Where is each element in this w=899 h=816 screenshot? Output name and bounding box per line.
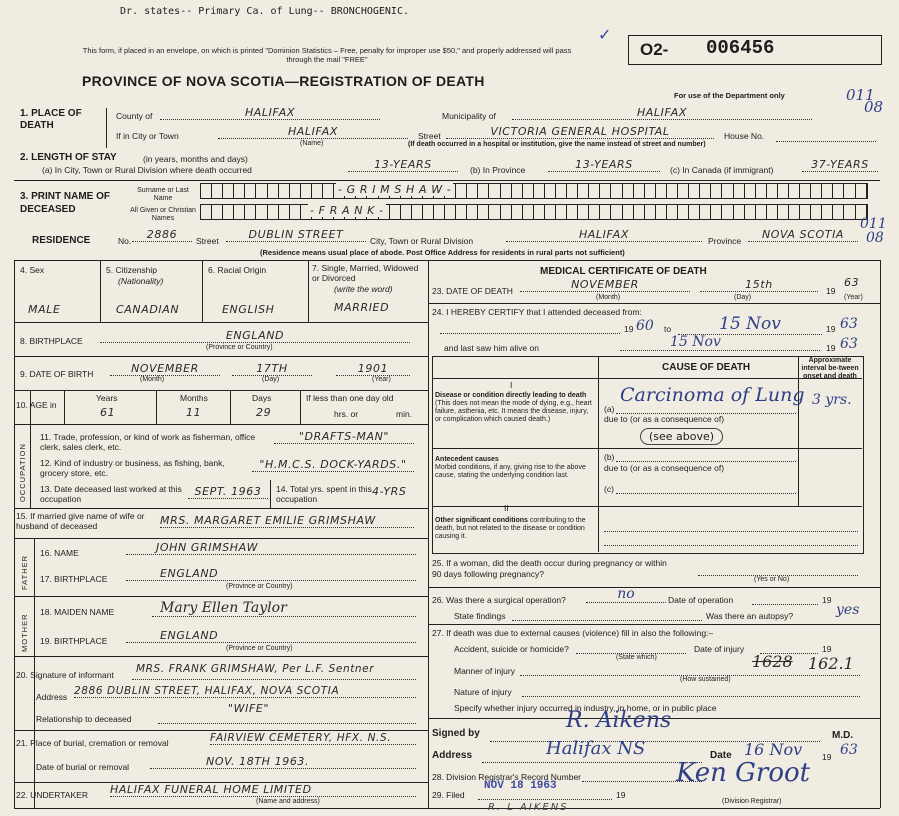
spouse-value: MRS. MARGARET EMILIE GRIMSHAW [160,514,414,528]
city-caption: (Name) [300,140,324,147]
age-hrs-label: hrs. or [334,409,359,419]
age-label: 10. AGE in [16,400,57,410]
cause-a-value: Carcinoma of Lung [620,384,805,406]
residence-code-1: 011 [860,216,887,232]
stay-c-label: (c) In Canada (if immigrant) [670,165,774,175]
county-label: County of [116,111,153,121]
spouse-label: 15. If married give name of wife or husband of deceased [16,511,145,531]
other-conditions-block [435,517,595,541]
father-birthplace-value: ENGLAND [126,567,416,581]
direct-cause-label: Disease or condition directly leading to death [435,392,587,399]
filed-stamp: NOV 18 1963 [484,780,557,792]
length-of-stay-label: 2. LENGTH OF STAY [20,152,117,163]
trade-label: 11. Trade, profession, or kind of work as fisherman, office clerk, sales clerk, etc. [40,432,256,452]
dob-day-caption: (Day) [262,376,280,383]
dept-use-label: For use of the Department only [674,91,785,100]
filed-19: 19 [616,790,626,800]
lastsaw-value: 15 Nov [620,334,820,351]
age-days-value: 29 [256,406,272,419]
surname-label: Surname or Last Name [137,187,189,202]
given-name-boxes [200,204,868,220]
municipality-label: Municipality of [442,111,496,121]
undertaker-caption: (Name and address) [256,798,320,805]
lastworked-label: 13. Date deceased last worked at this occupation [40,484,182,504]
residence-street-value: DUBLIN STREET [226,228,366,242]
certify-label: 24. I HEREBY CERTIFY that I attended deceased from: [432,307,642,317]
surname-value: - G R I M S H A W - [338,183,452,196]
dod-month-caption: (Month) [596,294,621,301]
dob-label: 9. DATE OF BIRTH [20,369,94,379]
dod-day-caption: (Day) [734,294,752,301]
informant-sig-value: MRS. FRANK GRIMSHAW, Per L.F. Sentner [136,663,375,675]
doctor-note: Dr. states-- Primary Ca. of Lung-- BRONCHOGENIC. [120,6,409,17]
to-date: 15 Nov [678,314,822,335]
municipality-value: HALIFAX [512,106,812,120]
residence-province-value: NOVA SCOTIA [748,228,858,242]
which-caption: (State which) [616,654,657,661]
street-value: VICTORIA GENERAL HOSPITAL [446,125,714,139]
dod-year-caption: (Year) [844,294,863,301]
mother-maiden-value: Mary Ellen Taylor [152,600,416,617]
lastsaw-label: and last saw him alive on [444,343,539,353]
direct-cause-note: (This does not mean the mode of dying, e.g., heart failure, asthenia, etc. It means the disease, injury, or complication which caused death.) [435,400,592,423]
burial-place-label: 21. Place of burial, cremation or removal [16,738,169,748]
from-19: 19 [624,324,634,334]
stay-a-label: (a) In City, Town or Rural Division where death occurred [42,165,252,175]
marital-value: MARRIED [334,301,390,314]
given-name-value: - F R A N K - [310,204,384,217]
lastsaw-19: 19 [826,343,836,353]
findings-label: State findings [454,611,506,621]
accident-label: Accident, suicide or homicide? [454,644,569,654]
marital-sub: (write the word) [334,284,393,294]
dod-day: 15th [700,278,818,292]
cause-b-label: (b) [604,452,615,462]
residence-label: RESIDENCE [32,235,91,246]
informant-address-label: Address [36,692,68,702]
medical-title: MEDICAL CERTIFICATE OF DEATH [540,266,707,277]
industry-label: 12. Kind of industry or business, as fishing, bank, grocery store, etc. [40,458,225,478]
antecedent-note: Morbid conditions, if any, giving rise to the above cause, stating the underlying condition last. [435,464,586,479]
q25-label: 25. If a woman, did the death occur during pregnancy or within 90 days following pregnancy? [432,558,667,579]
physician-date-19: 19 [822,752,832,762]
residence-province-label: Province [708,236,742,246]
antecedent-label: Antecedent causes [435,456,499,463]
registrar-signature: Ken Groot [676,758,811,788]
bottom-name: R. L AIKENS [488,802,569,813]
birthplace-caption: (Province or Country) [206,344,273,351]
dod-year-prefix: 19 [826,286,836,296]
q26-label: 26. Was there a surgical operation? [432,595,566,605]
to-label: to [664,324,672,334]
surname-boxes [200,183,868,199]
date-label: Date [710,750,732,761]
dob-month: NOVEMBER [110,362,220,376]
age-months-value: 11 [186,406,202,419]
industry-value: "H.M.C.S. DOCK-YARDS." [252,458,414,472]
racial-value: ENGLISH [222,303,275,316]
marital-label: 7. Single, Married, Widowed or Divorced [312,263,419,283]
dob-year: 1901 [336,362,410,376]
residence-code-2: 08 [866,230,884,246]
other-note: contributing to the death, but not related to the disease or condition causing it. [435,517,586,540]
roman-two: II [504,503,509,513]
envelope-note: This form, if placed in an envelope, on which is printed "Dominion Statistics – Free, penalty for improper use $50," and properly addressed will pass through the mail "FREE" [82,46,572,64]
interval-title: Approximate interval be-tween onset and death [801,357,859,380]
cause-a-label: (a) [604,404,615,414]
md-label: M.D. [832,730,854,741]
autopsy-label: Was there an autopsy? [706,611,794,621]
lastsaw-year: 63 [840,336,858,352]
mother-side-label: MOTHER [20,613,29,652]
mother-birthplace-caption: (Province or Country) [226,645,293,652]
stay-b-value: 13-YEARS [548,158,660,172]
page-title: PROVINCE OF NOVA SCOTIA—REGISTRATION OF DEATH [82,73,485,89]
undertaker-label: 22. UNDERTAKER [16,790,88,800]
dod-label: 23. DATE OF DEATH [432,286,513,296]
code-value: 162.1 [808,654,854,673]
stay-c-value: 37-YEARS [802,158,878,172]
informant-relationship-label: Relationship to deceased [36,714,132,724]
father-name-value: JOHN GRIMSHAW [126,541,416,555]
father-birthplace-caption: (Province or Country) [226,583,293,590]
cause-a-interval: 3 yrs. [812,392,852,408]
q29-label: 29. Filed [432,790,465,800]
physician-date-year: 63 [840,742,858,758]
registrar-caption: (Division Registrar) [722,798,782,805]
county-value: HALIFAX [160,106,380,120]
q28-label: 28. Division Registrar's Record Number [432,772,582,782]
trade-value: "DRAFTS-MAN" [274,430,414,444]
injury-date-19: 19 [822,644,832,654]
burial-place-value: FAIRVIEW CEMETERY, HFX. N.S. [210,732,416,745]
place-of-death-label: 1. PLACE OF DEATH [20,108,82,131]
age-months-label: Months [180,393,208,403]
residence-street-label: Street [196,236,219,246]
father-birthplace-label: 17. BIRTHPLACE [40,574,108,584]
registration-prefix: O2- [640,40,669,59]
burial-date-value: NOV. 18TH 1963. [150,755,416,769]
residence-no-label: No. [118,236,132,246]
nature-label: Nature of injury [454,687,512,697]
q26-value: no [586,586,666,603]
cause-title: CAUSE OF DEATH [662,362,751,373]
length-of-stay-caption: (in years, months and days) [143,154,248,164]
age-lessday-label: If less than one day old [306,393,394,403]
mother-maiden-label: 18. MAIDEN NAME [40,607,115,617]
dob-year-caption: (Year) [372,376,391,383]
code-struck: 1628 [752,652,793,671]
informant-address-value: 2886 DUBLIN STREET, HALIFAX, NOVA SCOTIA [74,685,416,698]
racial-label: 6. Racial Origin [208,265,267,275]
residence-city-value: HALIFAX [506,228,702,242]
physician-date: 16 Nov [744,740,803,759]
undertaker-value: HALIFAX FUNERAL HOME LIMITED [110,783,416,797]
registration-number: 006456 [706,37,775,59]
manner-label: Manner of injury [454,666,515,676]
q27-label: 27. If death was due to external causes (violence) fill in also the following:– [432,628,714,638]
due-to-1: due to (or as a consequence of) [604,414,725,424]
cause-c-label: (c) [604,484,614,494]
informant-sig-label: 20. Signature of informant [16,670,114,680]
burial-date-label: Date of burial or removal [36,762,130,772]
opdate-label: Date of operation [668,595,734,605]
citizenship-sub: (Nationality) [118,276,164,286]
citizenship-value: CANADIAN [116,303,180,316]
to-19: 19 [826,324,836,334]
sex-label: 4. Sex [20,265,45,275]
autopsy-value: yes [836,602,860,618]
sex-value: MALE [28,303,61,316]
antecedent-block [435,456,595,480]
birthplace-value: ENGLAND [100,329,410,343]
from-year: 60 [636,318,654,334]
direct-cause-block [435,392,595,424]
specify-label: Specify whether injury occurred in industry, in home, or in public place [454,703,717,713]
informant-relationship-value: "WIFE" [228,702,270,715]
physician-address: Halifax NS [546,738,646,759]
age-years-label: Years [96,393,118,403]
dob-day: 17TH [232,362,312,376]
due-to-2: due to (or as a consequence of) [604,463,725,473]
dept-code-1: 011 [846,86,875,104]
father-name-label: 16. NAME [40,548,79,558]
checkmark: ✓ [598,27,612,44]
totalyrs-label: 14. Total yrs. spent in this occupation [276,484,372,504]
address-label: Address [432,750,473,761]
totalyrs-value: 4-YRS [372,485,407,498]
opdate-19: 19 [822,595,832,605]
dob-month-caption: (Month) [140,376,165,383]
yesno-caption: (Yes or No) [754,576,790,583]
age-min-label: min. [396,409,413,419]
institution-note: (If death occurred in a hospital or institution, give the name instead of street and number) [408,141,706,148]
howsustained-caption: (How sustained) [680,676,731,683]
house-label: House No. [724,131,765,141]
dod-month: NOVEMBER [520,278,690,292]
roman-one: I [510,380,513,390]
stay-a-value: 13-YEARS [348,158,458,172]
other-label: Other significant conditions [435,517,528,524]
city-label: If in City or Town [116,131,179,141]
street-label: Street [418,131,441,141]
age-days-label: Days [252,393,272,403]
to-year: 63 [840,316,858,332]
injury-date-label: Date of injury [694,644,745,654]
residence-city-label: City, Town or Rural Division [370,236,474,246]
mother-birthplace-value: ENGLAND [126,629,416,643]
dept-code-2: 08 [864,98,884,116]
residence-no-value: 2886 [132,228,192,242]
signed-label: Signed by [432,728,480,739]
residence-note: (Residence means usual place of abode. Post Office Address for residents in rural parts not sufficient) [260,248,625,257]
father-side-label: FATHER [20,554,29,590]
occupation-side-label: OCCUPATION [18,443,27,502]
city-value: HALIFAX [218,125,408,139]
lastworked-value: SEPT. 1963 [188,485,268,499]
birthplace-label: 8. BIRTHPLACE [20,336,83,346]
given-name-label: All Given or Christian Names [130,207,196,222]
see-above-note: (see above) [640,428,723,445]
dod-year: 63 [844,276,860,289]
physician-signature: R. Aikens [566,708,672,733]
age-years-value: 61 [100,406,116,419]
citizenship-label: 5. Citizenship [106,265,158,275]
mother-birthplace-label: 19. BIRTHPLACE [40,636,108,646]
stay-b-label: (b) In Province [470,165,526,175]
print-name-label: 3. PRINT NAME OF DECEASED [20,191,111,215]
